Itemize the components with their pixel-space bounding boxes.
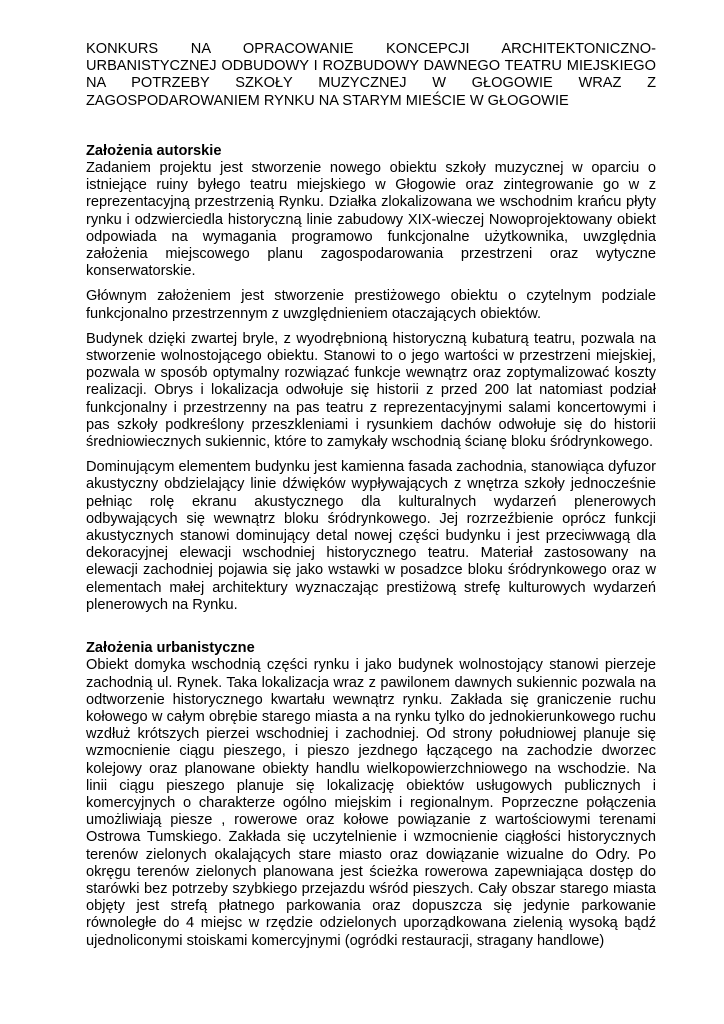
section-zalozenia-autorskie — [86, 143, 656, 614]
paragraph: Zadaniem projektu jest stworzenie nowego obiektu szkoły muzycznej w oparciu o istniejące ruiny byłego teatru miejskiego w Głogowie oraz zintegrowanie go w z reprezentacyjną przestrzenią Rynku. Działka zlokalizowana we wschodnim krańcu płyty rynku i odzwierciedla historyczną linie zabudowy XIX-wieczej Nowoprojektowany obiekt odpowiada na wymagania programowo funkcjonalne użytkownika, uwzględnia założenia miejscowego planu zagospodarowania przestrzeni oraz wytyczne konserwatorskie. — [86, 160, 656, 280]
paragraph: Budynek dzięki zwartej bryle, z wyodrębnioną historyczną kubaturą teatru, pozwala na stworzenie wolnostojącego obiektu. Stanowi to o jego wartości w przestrzeni miejskiej, pozwala w sposób optymalny rozwiązać funkcje wewnątrz oraz zoptymalizować koszty realizacji. Obrys i lokalizacja odwołuje się historii z przed 200 lat natomiast podział funkcjonalny i przestrzenny na pas teatru z reprezentacyjnymi salami koncertowymi i pas szkoły podkreślony przeszkleniami i rysunkiem dachów odwołuje się do historii średniowiecznych sukiennic, które to zamykały wschodnią ścianę bloku śródrynkowego. — [86, 330, 656, 451]
document-title: KONKURS NA OPRACOWANIE KONCEPCJI ARCHITEKTONICZNO-URBANISTYCZNEJ ODBUDOWY I ROZBUDOWY DAWNEGO TEATRU MIEJSKIEGO NA POTRZEBY SZKOŁY MUZYCZNEJ W GŁOGOWIE WRAZ Z ZAGOSPODAROWANIEM RYNKU NA STARYM MIEŚCIE W GŁOGOWIE — [86, 41, 656, 109]
document-page — [86, 41, 656, 950]
spacer — [86, 614, 656, 640]
spacer — [86, 110, 656, 143]
paragraph: Dominującym elementem budynku jest kamienna fasada zachodnia, stanowiąca dyfuzor akustyczny obdzielający linie dźwięków wypływających z wnętrza szkoły jednocześnie pełniąc rolę ekranu akustycznego dla kulturalnych wydarzeń plenerowych odbywających się wewnątrz bloku śródrynkowego. Jej rozrzeźbienie oprócz funkcji akustycznych stanowi dominujący detal nowej części budynku i jest przeciwwagą dla dekoracyjnej elewacji wschodniej historycznego teatru. Materiał zastosowany na elewacji zachodniej pojawia się jako wstawki w posadzce bloku śródrynkowego oraz w elementach małej architektury wyznaczając prestiżową strefę kulturowych wydarzeń plenerowych na Rynku. — [86, 459, 656, 613]
paragraph: Głównym założeniem jest stworzenie prestiżowego obiektu o czytelnym podziale funkcjonalno przestrzennym z uwzględnieniem otaczających obiektów. — [86, 288, 656, 322]
paragraph: Obiekt domyka wschodnią części rynku i jako budynek wolnostojący stanowi pierzeje zachodnią ul. Rynek. Taka lokalizacja wraz z pawilonem dawnych sukiennic pozwala na odtworzenie historycznego kwartału wewnątrz rynku. Zakłada się graniczenie ruchu kołowego w całym obrębie starego miasta a na rynku tylko do jednokierunkowego ruchu wzdłuż krótszych pierzei wschodniej i zachodniej. Od strony południowej planuje się wzmocnienie ciągu pieszego, i pieszo jezdnego łączącego na zachodzie dworzec kolejowy oraz planowane obiekty handlu wielkopowierzchniowego na wschodzie. Na linii ciągu pieszego planuje się lokalizację obiektów usługowych publicznych i komercyjnych o charakterze ogólno miejskim i regionalnym. Poprzeczne połączenia umożliwiają piesze , rowerowe oraz kołowe powiązanie z wartościowymi terenami Ostrowa Tumskiego. Zakłada się uczytelnienie i wzmocnienie ciągłości historycznych terenów zielonych okalających stare miasto oraz dowiązanie wizualne do Odry. Po okręgu terenów zielonych planowana jest ścieżka rowerowa zapewniająca dostęp do starówki bez potrzeby szybkiego przejazdu wśród pieszych. Cały obszar starego miasta objęty jest strefą płatnego parkowania oraz dopuszcza się jedynie parkowanie równoległe do 4 miejsc w rzędzie odzielonych uporządkowana zielenią wysoką bądź ujednoliconymi stoiskami komercyjnymi (ogródki restauracji, stragany handlowe) — [86, 657, 656, 949]
section-heading: Założenia autorskie — [86, 142, 222, 159]
section-zalozenia-urbanistyczne — [86, 640, 656, 950]
section-heading: Założenia urbanistyczne — [86, 640, 255, 657]
